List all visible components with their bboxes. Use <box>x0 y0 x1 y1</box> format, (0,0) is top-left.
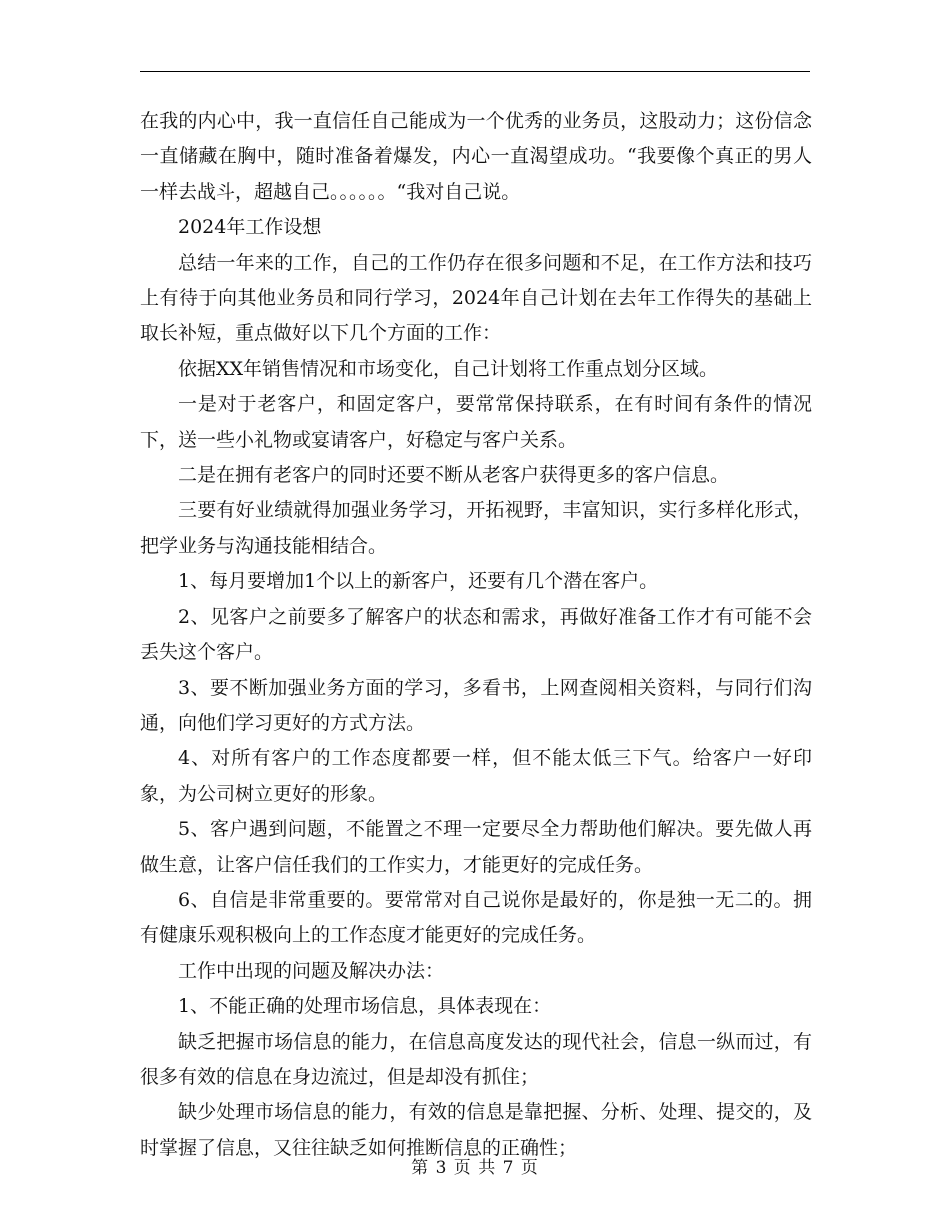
list-item-5: 5、客户遇到问题，不能置之不理一定要尽全力帮助他们解决。要先做人再做生意，让客户信任我们的工作实力，才能更好的完成任务。 <box>140 818 812 876</box>
paragraph-point-two: 二是在拥有老客户的同时还要不断从老客户获得更多的客户信息。 <box>178 464 730 487</box>
paragraph-point-one: 一是对于老客户，和固定客户，要常常保持联系，在有时间有条件的情况下，送一些小礼物或宴请客户，好稳定与客户关系。 <box>140 393 812 451</box>
list-item-1: 1、每月要增加1个以上的新客户，还要有几个潜在客户。 <box>178 570 659 593</box>
problem-detail-1: 缺乏把握市场信息的能力，在信息高度发达的现代社会，信息一纵而过，有很多有效的信息在身边流过，但是却没有抓住； <box>140 1030 812 1088</box>
problem-item-1: 1、不能正确的处理市场信息，具体表现在： <box>178 995 552 1018</box>
paragraph-region-plan: 依据XX年销售情况和市场变化，自己计划将工作重点划分区域。 <box>178 357 719 380</box>
list-item-3: 3、要不断加强业务方面的学习，多看书，上网查阅相关资料，与同行们沟通，向他们学习更好的方式方法。 <box>140 676 812 734</box>
paragraph-point-three: 三要有好业绩就得加强业务学习，开拓视野，丰富知识，实行多样化形式，把学业务与沟通技能相结合。 <box>140 499 812 557</box>
section-heading-problems: 工作中出现的问题及解决办法： <box>178 959 445 982</box>
list-item-4: 4、对所有客户的工作态度都要一样，但不能太低三下气。给客户一好印象，为公司树立更好的形象。 <box>140 747 812 805</box>
section-heading-2024-plan: 2024年工作设想 <box>178 216 322 239</box>
paragraph-summary: 总结一年来的工作，自己的工作仍存在很多问题和不足，在工作方法和技巧上有待于向其他业务员和同行学习，2024年自己计划在去年工作得失的基础上取长补短，重点做好以下几个方面的工作： <box>140 251 812 345</box>
page-number-footer: 第 3 页 共 7 页 <box>411 1158 539 1178</box>
list-item-2: 2、见客户之前要多了解客户的状态和需求，再做好准备工作才有可能不会丢失这个客户。 <box>140 605 812 664</box>
document-body <box>140 104 812 1166</box>
list-item-6: 6、自信是非常重要的。要常常对自己说你是最好的，你是独一无二的。拥有健康乐观积极向上的工作态度才能更好的完成任务。 <box>140 888 812 947</box>
paragraph-1: 在我的内心中，我一直信任自己能成为一个优秀的业务员，这股动力；这份信念一直储藏在胸中，随时准备着爆发，内心一直渴望成功。“我要像个真正的男人一样去战斗，超越自己。。。。。。“我对自己说。 <box>140 110 812 203</box>
header-rule <box>140 71 810 72</box>
problem-detail-2: 缺少处理市场信息的能力，有效的信息是靠把握、分析、处理、提交的，及时掌握了信息，又往往缺乏如何推断信息的正确性； <box>140 1101 812 1159</box>
